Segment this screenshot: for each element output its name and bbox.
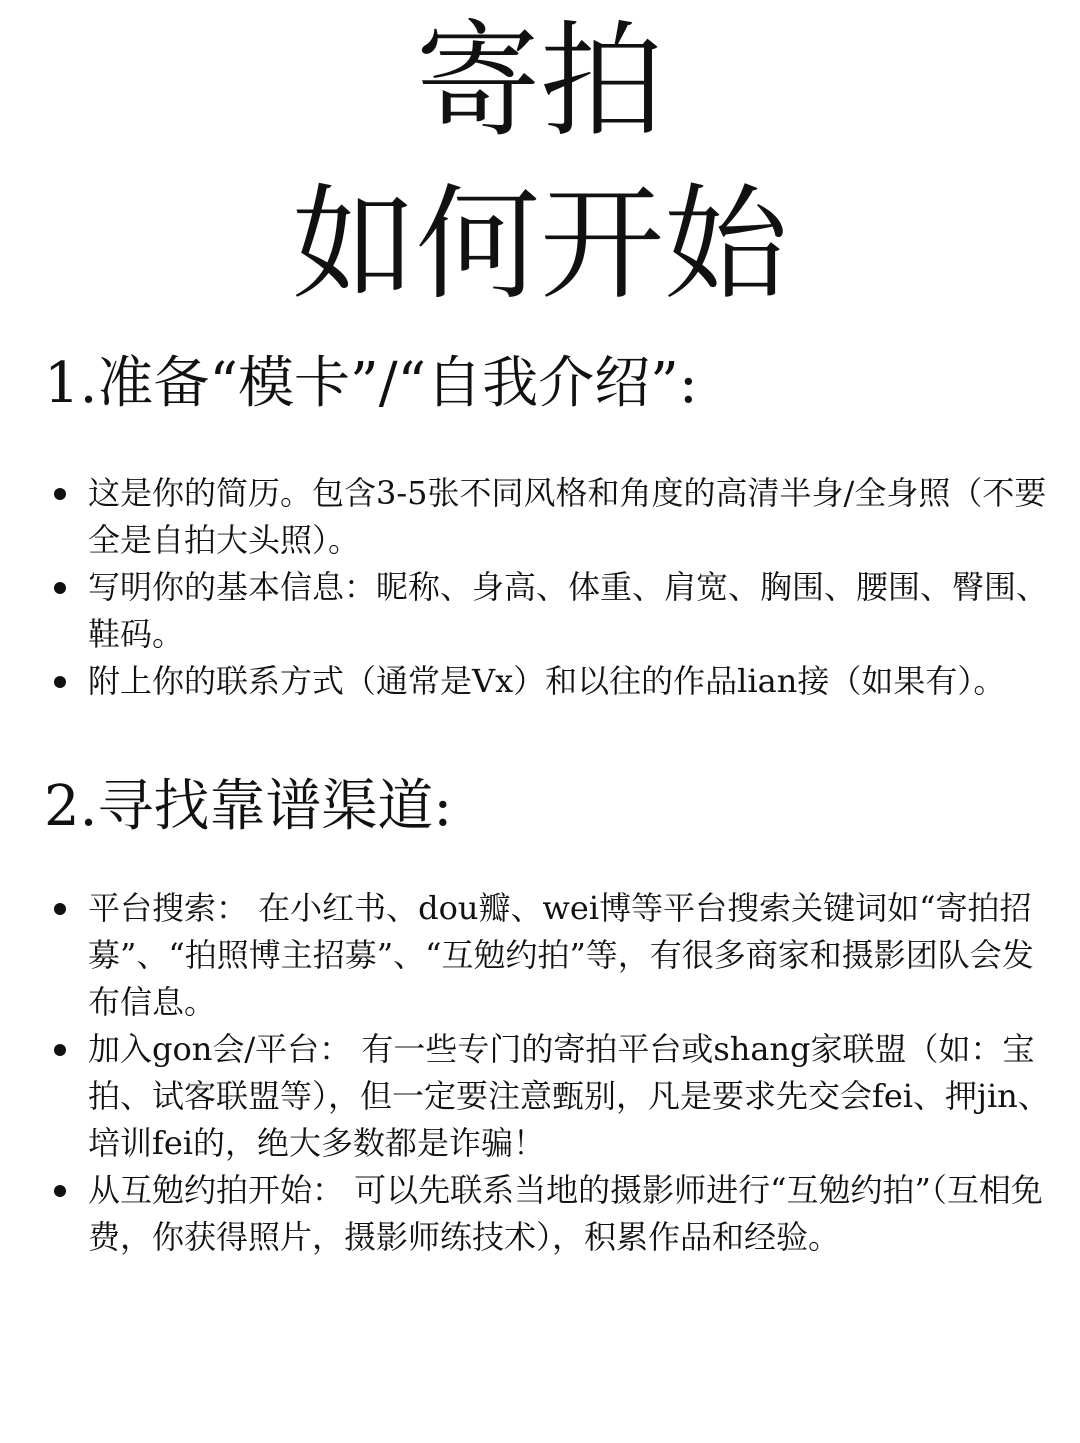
list-item — [52, 658, 1052, 705]
bullet-dot-icon — [54, 1185, 66, 1197]
list-item-text: 加入gon会/平台： 有一些专门的寄拍平台或shang家联盟（如：宝拍、试客联盟等），但一定要注意甄别，凡是要求先交会fei、押jin、培训fei的，绝大多数都是诈骗！ — [88, 1030, 1050, 1162]
list-item — [52, 470, 1052, 564]
list-item — [52, 1167, 1052, 1261]
list-item-text: 写明你的基本信息：昵称、身高、体重、肩宽、胸围、腰围、臀围、鞋码。 — [88, 568, 1049, 653]
prepare-card-list — [52, 470, 1052, 705]
page-title-line-1: 寄拍 — [415, 10, 664, 154]
list-item-text: 平台搜索： 在小红书、dou瓣、wei博等平台搜索关键词如“寄拍招募”、“拍照博主招募”、“互勉约拍”等，有很多商家和摄影团队会发布信息。 — [88, 889, 1034, 1021]
bullet-dot-icon — [54, 582, 66, 594]
find-channels-list — [52, 885, 1052, 1261]
list-item-text: 附上你的联系方式（通常是Vx）和以往的作品lian接（如果有）。 — [88, 662, 1006, 700]
list-item — [52, 885, 1052, 1026]
list-item — [52, 564, 1052, 658]
list-item-text: 这是你的简历。包含3-5张不同风格和角度的高清半身/全身照（不要全是自拍大头照）。 — [88, 474, 1047, 559]
section-heading-find-channels: 2.寻找靠谱渠道: — [44, 774, 453, 839]
list-item — [52, 1026, 1052, 1167]
list-item-text: 从互勉约拍开始： 可以先联系当地的摄影师进行“互勉约拍”（互相免费，你获得照片，摄影师练技术），积累作品和经验。 — [88, 1171, 1043, 1256]
bullet-dot-icon — [54, 676, 66, 688]
section-heading-prepare-card: 1.准备“模卡”/“自我介绍”: — [44, 351, 698, 416]
bullet-dot-icon — [54, 1044, 66, 1056]
bullet-dot-icon — [54, 488, 66, 500]
page-title-line-2: 如何开始 — [291, 173, 788, 317]
bullet-dot-icon — [54, 903, 66, 915]
